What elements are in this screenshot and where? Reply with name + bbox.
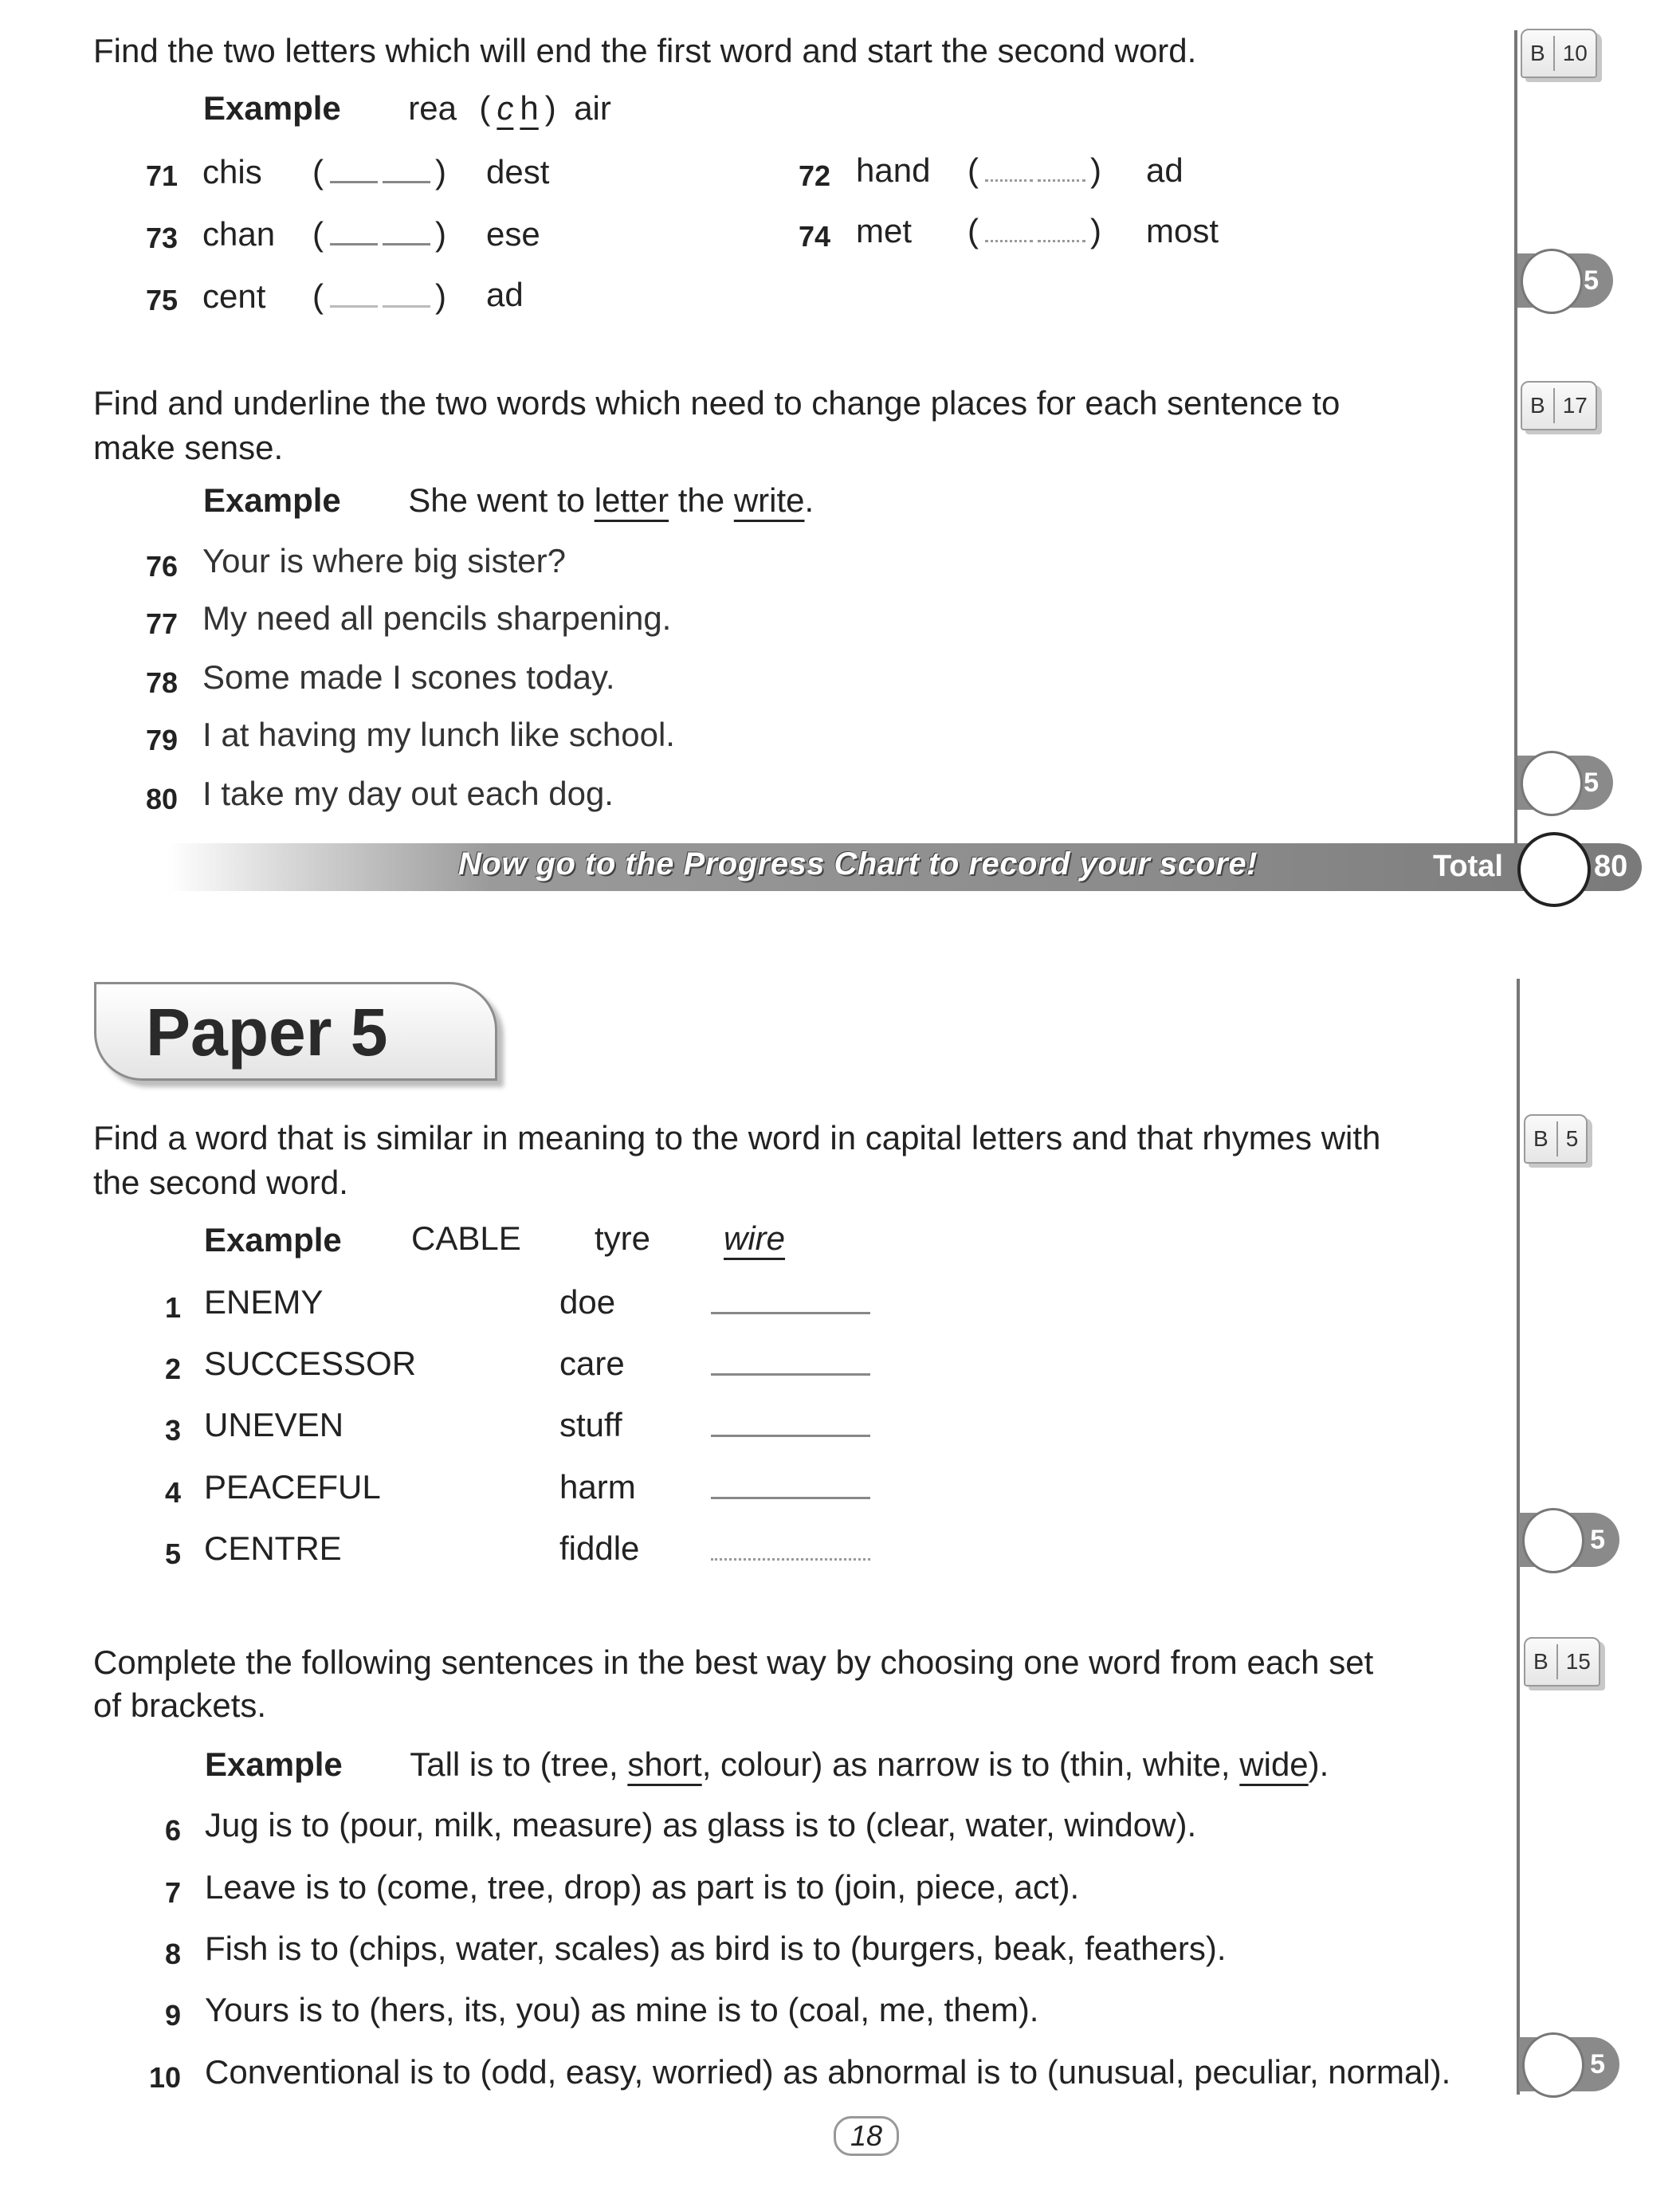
progress-message: Now go to the Progress Chart to record your score! <box>458 846 1258 882</box>
score-input-circle[interactable] <box>1521 249 1583 314</box>
instruction-section-c-line1: Find a word that is similar in meaning to the word in capital letters and that rhymes with <box>93 1119 1381 1156</box>
example-underlined-word-1: letter <box>594 481 669 519</box>
example-second-word: air <box>574 89 611 127</box>
answer-line-3[interactable] <box>711 1435 870 1437</box>
question-number: 4 <box>164 1476 181 1509</box>
example-text-1: Tall is to (tree, <box>410 1745 628 1783</box>
page-number: 18 <box>834 2116 899 2156</box>
example-capital-word: CABLE <box>411 1219 521 1257</box>
question-first-word: cent <box>202 277 266 315</box>
answer-line-2[interactable] <box>711 1373 870 1376</box>
instruction-section-d-line2: of brackets. <box>93 1686 267 1724</box>
question-sentence[interactable]: Your is where big sister? <box>202 542 567 579</box>
example-underlined-word-2: write <box>733 481 805 519</box>
question-second-word: ad <box>1146 151 1183 189</box>
example-underlined-word-2: wide <box>1239 1745 1309 1783</box>
question-number: 73 <box>145 222 178 254</box>
question-sentence[interactable]: My need all pencils sharpening. <box>202 599 672 637</box>
question-rhyme-word: harm <box>559 1468 636 1506</box>
question-capital-word: ENEMY <box>204 1283 324 1321</box>
instruction-section-b-line2: make sense. <box>93 429 284 466</box>
example-letter-1: c <box>497 89 514 127</box>
score-input-circle[interactable] <box>1522 2032 1584 2098</box>
badge-number: 5 <box>1565 1126 1579 1151</box>
question-number: 74 <box>798 220 830 253</box>
example-text-pre: She went to <box>408 481 595 519</box>
question-number: 2 <box>164 1353 181 1385</box>
badge-number: 17 <box>1562 393 1588 418</box>
question-number: 3 <box>164 1414 181 1447</box>
instruction-section-a: Find the two letters which will end the first word and start the second word. <box>93 32 1197 69</box>
score-max: 5 <box>1584 265 1599 296</box>
example-answer: wire <box>724 1219 786 1257</box>
question-number: 78 <box>145 666 178 699</box>
paper-title-tab <box>94 982 497 1081</box>
instruction-section-b-line1: Find and underline the two words which need to change places for each sentence to <box>93 384 1340 422</box>
question-rhyme-word: fiddle <box>559 1529 640 1567</box>
question-number: 1 <box>164 1291 181 1324</box>
example-letter-2: h <box>520 89 539 127</box>
example-row-b <box>203 481 814 520</box>
example-row-a <box>203 89 611 128</box>
question-sentence[interactable]: Some made I scones today. <box>202 658 615 696</box>
answer-bracket-74[interactable]: ( ) <box>968 212 1101 249</box>
question-sentence[interactable]: I take my day out each dog. <box>202 775 614 812</box>
badge-letter: B <box>1530 41 1545 65</box>
question-first-word: hand <box>856 151 931 189</box>
question-second-word: ad <box>486 276 524 313</box>
total-max: 80 <box>1594 850 1628 883</box>
question-rhyme-word: care <box>559 1345 625 1382</box>
answer-line-5[interactable] <box>711 1558 870 1561</box>
example-label: Example <box>204 1221 342 1258</box>
question-number: 72 <box>798 159 830 192</box>
question-sentence[interactable]: Conventional is to (odd, easy, worried) as abnormal is to (unusual, peculiar, normal). <box>205 2053 1451 2091</box>
example-text-2: , colour) as narrow is to (thin, white, <box>701 1745 1240 1783</box>
badge-letter: B <box>1530 393 1545 418</box>
score-box-section-b <box>1517 756 1613 810</box>
question-capital-word: PEACEFUL <box>204 1468 381 1506</box>
answer-bracket-75[interactable]: ( ) <box>312 277 446 315</box>
answer-bracket-72[interactable]: ( ) <box>968 151 1101 189</box>
example-label: Example <box>203 481 341 519</box>
example-label: Example <box>203 89 341 127</box>
example-rhyme-word: tyre <box>595 1219 651 1257</box>
badge-number: 15 <box>1565 1649 1591 1674</box>
question-capital-word: UNEVEN <box>204 1406 344 1443</box>
reference-badge-b10 <box>1521 29 1597 78</box>
reference-badge-b5 <box>1524 1114 1588 1164</box>
example-label: Example <box>205 1745 343 1783</box>
question-rhyme-word: stuff <box>559 1406 622 1443</box>
question-capital-word: CENTRE <box>204 1529 342 1567</box>
score-input-circle[interactable] <box>1522 1508 1584 1573</box>
question-sentence[interactable]: I at having my lunch like school. <box>202 716 675 753</box>
question-number: 80 <box>145 783 178 815</box>
question-number: 75 <box>145 284 178 316</box>
question-second-word: most <box>1146 212 1219 249</box>
question-first-word: chan <box>202 215 276 253</box>
example-underlined-word-1: short <box>627 1745 702 1783</box>
question-sentence[interactable]: Leave is to (come, tree, drop) as part is to (join, piece, act). <box>205 1868 1080 1906</box>
question-rhyme-word: doe <box>559 1283 616 1321</box>
question-number: 7 <box>164 1876 181 1909</box>
question-first-word: chis <box>202 153 262 190</box>
reference-badge-b17 <box>1521 381 1597 430</box>
total-label: Total <box>1433 850 1503 883</box>
question-number: 79 <box>145 724 178 756</box>
instruction-section-c-line2: the second word. <box>93 1164 348 1201</box>
answer-line-4[interactable] <box>711 1497 870 1499</box>
margin-rule-top <box>1514 30 1517 851</box>
badge-number: 10 <box>1562 41 1588 65</box>
question-capital-word: SUCCESSOR <box>204 1345 417 1382</box>
question-sentence[interactable]: Yours is to (hers, its, you) as mine is to (coal, me, them). <box>205 1991 1039 2028</box>
instruction-section-d-line1: Complete the following sentences in the best way by choosing one word from each set <box>93 1643 1374 1681</box>
score-max: 5 <box>1584 767 1599 798</box>
score-box-section-c <box>1519 1513 1619 1567</box>
reference-badge-b15 <box>1524 1637 1600 1686</box>
example-text-post: . <box>804 481 814 519</box>
answer-bracket-71[interactable]: ( ) <box>312 153 446 190</box>
question-first-word: met <box>856 212 913 249</box>
badge-letter: B <box>1533 1649 1549 1674</box>
example-first-word: rea <box>408 89 457 127</box>
question-sentence[interactable]: Jug is to (pour, milk, measure) as glass is to (clear, water, window). <box>205 1806 1197 1844</box>
question-second-word: dest <box>486 153 550 190</box>
question-number: 71 <box>145 159 178 192</box>
score-box-section-a <box>1517 253 1613 308</box>
paper-title: Paper 5 <box>146 995 388 1070</box>
question-number: 10 <box>148 2061 181 2094</box>
example-close-paren: ) <box>544 89 556 127</box>
score-max: 5 <box>1590 1524 1605 1555</box>
badge-letter: B <box>1533 1126 1549 1151</box>
question-number: 5 <box>164 1537 181 1570</box>
example-text-mid: the <box>669 481 734 519</box>
question-sentence[interactable]: Fish is to (chips, water, scales) as bird is to (burgers, beak, feathers). <box>205 1930 1227 1967</box>
question-number: 8 <box>164 1938 181 1970</box>
example-text-3: ). <box>1308 1745 1329 1783</box>
example-row-d <box>205 1745 1329 1784</box>
score-max: 5 <box>1590 2048 1605 2079</box>
answer-bracket-73[interactable]: ( ) <box>312 215 446 253</box>
example-open-paren: ( <box>479 89 491 127</box>
question-number: 9 <box>164 1999 181 2032</box>
answer-line-1[interactable] <box>711 1312 870 1314</box>
score-box-section-d <box>1519 2037 1619 2091</box>
question-number: 6 <box>164 1814 181 1847</box>
question-number: 76 <box>145 550 178 583</box>
question-second-word: ese <box>486 215 540 253</box>
total-score-input-circle[interactable] <box>1517 832 1591 907</box>
progress-chart-banner <box>167 843 1642 891</box>
question-number: 77 <box>145 607 178 640</box>
score-input-circle[interactable] <box>1521 751 1583 816</box>
